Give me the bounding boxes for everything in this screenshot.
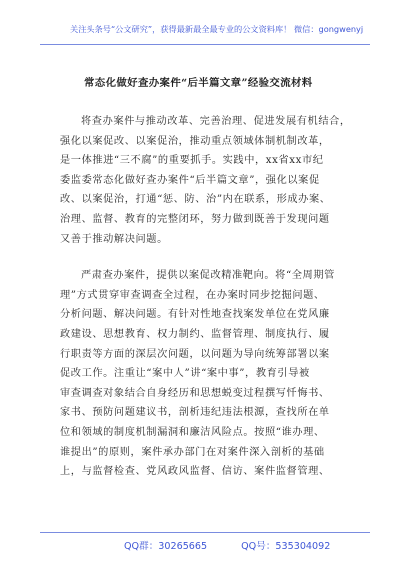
text-line: 理”方式贯穿审查调查全过程，在办案时同步挖掘问题、 [60,289,325,301]
text-line: 上，与监督检查、党风政风监督、信访、案件监督管理、 [60,466,330,478]
text-line: 改、以案促治，打通“惩、防、治”内在联系，形成办案、 [60,194,331,206]
text-line: 强化以案促改、以案促治，推动重点领域体制机制改革， [60,135,330,147]
text-line: 将查办案件与推动改革、完善治理、促进发展有机结合， [81,116,351,127]
text-line: 行职责等方面的深层次问题，以问题为导向统筹部署以案 [60,348,330,360]
text-line: 又善于推动解决问题。 [60,233,168,245]
qq-number: QQ号：535304092 [241,541,331,552]
text-line: 审查调查对象结合自身经历和思想蜕变过程撰写忏悔书、 [60,387,330,399]
text-line: 委监委常态化做好查办案件“后半篇文章”，强化以案促 [60,174,320,186]
document-body [60,112,352,499]
paragraph-2 [60,266,352,482]
text-line: 治理、监督、教育的完整闭环，努力做到既善于发现问题 [60,213,330,225]
text-line: 促改工作。注重让“案中人”讲“案中事”，教育引导被 [60,368,310,380]
text-line: 家书、预防问题建议书，剖析违纪违法根源，查找所在单 [60,407,330,419]
text-line: 谁提出”的原则，案件承办部门在对案件深入剖析的基础 [60,446,325,458]
qq-group-number: QQ群：30265665 [124,541,208,552]
header-divider [40,44,370,45]
header-banner: 关注头条号“公文研究”，获得最新最全最专业的公文资料库！ 微信：gongwenyj [70,24,364,34]
text-line: 是一体推进“三不腐”的重要抓手。实践中，xx省xx市纪 [60,155,324,167]
document-title: 常态化做好查办案件“后半篇文章”经验交流材料 [84,77,313,89]
text-line: 政建设、思想教育、权力制约、监督管理、制度执行、履 [60,328,330,340]
text-line: 分析问题、解决问题。有针对性地查找案发单位在党风廉 [60,309,330,321]
footer-contact [124,538,344,552]
text-line: 严肃查办案件，提供以案促改精准靶向。将“全周期管 [81,270,335,282]
paragraph-1 [60,112,352,249]
text-line: 位和领域的制度机制漏洞和廉洁风险点。按照“谁办理、 [60,426,325,438]
footer-divider [40,532,370,533]
